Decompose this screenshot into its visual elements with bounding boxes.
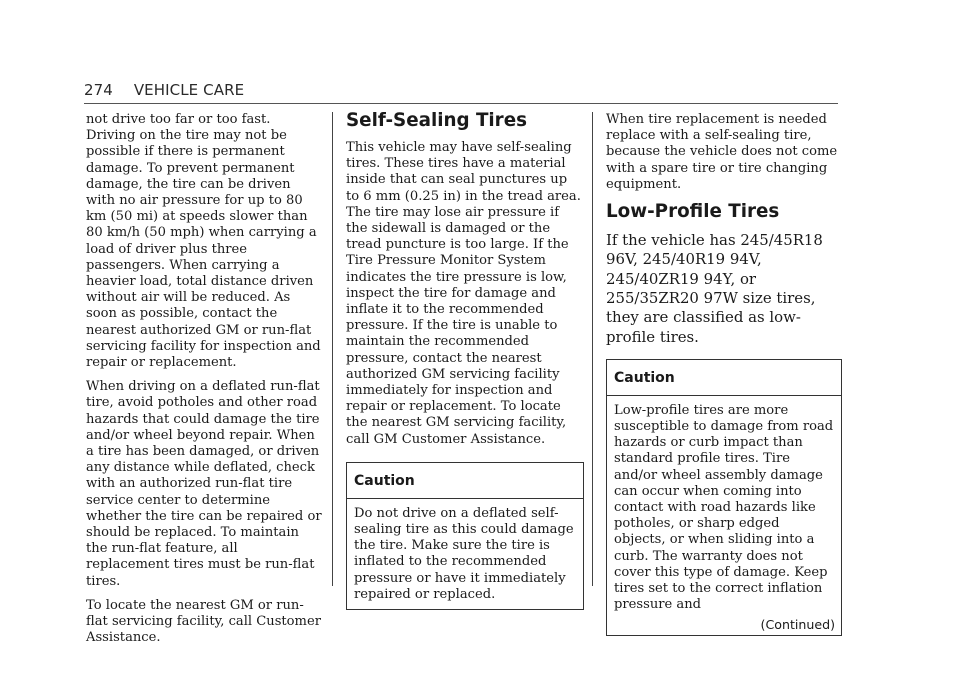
section-heading-low-profile: Low-Profile Tires [606, 201, 780, 223]
caution-box [606, 359, 842, 637]
column-2 [346, 112, 584, 610]
continued-label: (Continued) [760, 617, 835, 633]
section-title: VEHICLE CARE [133, 81, 245, 99]
lead-paragraph: If the vehicle has 245/45R18 96V, 245/40R19 94V, 245/40ZR19 94Y, or 255/35ZR20 97W size tires, they are classified as low-profile tires. [606, 231, 823, 346]
caution-box [346, 462, 584, 610]
paragraph: When driving on a deflated run-flat tire, avoid potholes and other road hazards that could damage the tire and/or wheel beyond repair. When a tire has been damaged, or driven any distance while deflated, check with an authorized run-flat tire service center to determine whether the tire can be repaired or should be replaced. To maintain the run-flat feature, all replacement tires must be run-flat tires. [86, 379, 322, 589]
section-heading-self-sealing: Self-Sealing Tires [346, 110, 527, 131]
column-1 [86, 112, 322, 655]
header-rule [84, 103, 838, 104]
column-divider [332, 112, 333, 586]
column-3 [606, 112, 842, 636]
paragraph: When tire replacement is needed replace with a self-sealing tire, because the vehicle does not come with a spare tire or tire changing equipment. [606, 112, 838, 192]
caution-title: Caution [607, 360, 841, 396]
caution-body [607, 396, 841, 620]
paragraph: To locate the nearest GM or run-flat servicing facility, call Customer Assistance. [86, 597, 321, 646]
page-number: 274 [84, 81, 113, 99]
paragraph: not drive too far or too fast. Driving on the tire may not be possible if there is permanent damage. To prevent permanent damage, the tire can be driven with no air pressure for up to 80 km (50 mi) at speeds slower than 80 km/h (50 mph) when carrying a load of driver plus three passengers. When carrying a heavier load, total distance driven without air will be reduced. As soon as possible, contact the nearest authorized GM or run-flat servicing facility for inspection and repair or replacement. [86, 112, 321, 371]
caution-text: Low-profile tires are more susceptible to damage from road hazards or curb impact than standard profile tires. Tire and/or wheel assembly damage can occur when coming into contact with road hazards like potholes, or sharp edged objects, or when sliding into a curb. The warranty does not cover this type of damage. Keep tires set to the correct inflation pressure and [614, 402, 834, 613]
caution-body [347, 499, 583, 609]
caution-text: Do not drive on a deflated self-sealing tire as this could damage the tire. Make sure the tire is inflated to the recommended pressure or have it immediately repaired or replaced. [354, 505, 574, 602]
paragraph: This vehicle may have self-sealing tires. These tires have a material inside that can seal punctures up to 6 mm (0.25 in) in the tread area. The tire may lose air pressure if the sidewall is damaged or the tread puncture is too large. If the Tire Pressure Monitor System indicates the tire pressure is low, inspect the tire for damage and inflate it to the recommended pressure. If the tire is unable to maintain the recommended pressure, contact the nearest authorized GM servicing facility immediately for inspection and repair or replacement. To locate the nearest GM servicing facility, call GM Customer Assistance. [346, 140, 581, 447]
page-header [84, 81, 244, 99]
column-divider [592, 112, 593, 586]
caution-title: Caution [347, 463, 583, 499]
